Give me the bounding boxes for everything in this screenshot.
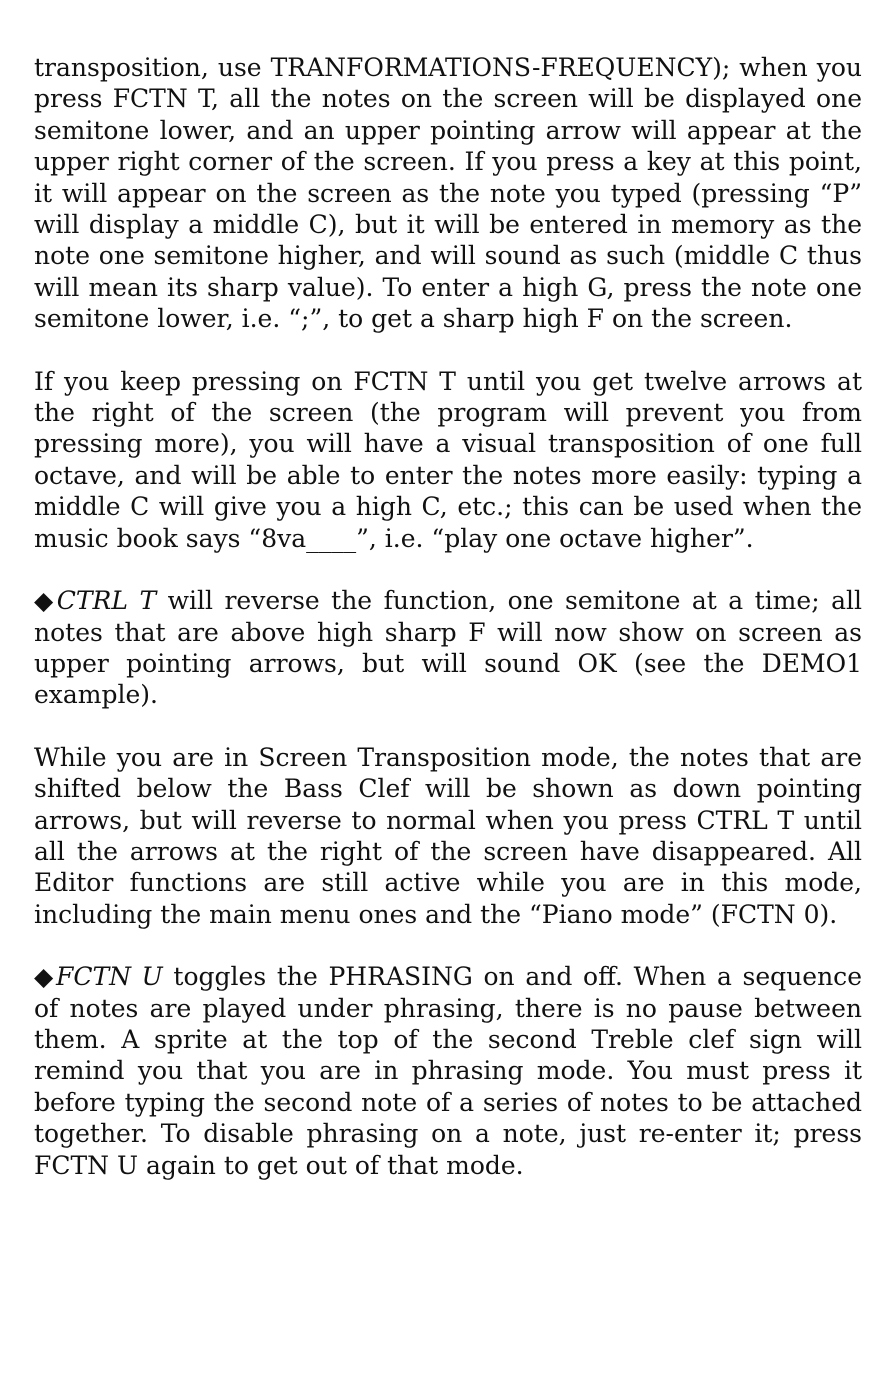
paragraph-text: If you keep pressing on FCTN T until you get twelve arrows at the right of the screen (the program will prevent you from pressing more), you will have a visual transposition of one full octave, and will be able to enter the notes more easily: typing a middle C will give you a high C, etc.; this can be used when the music book says “8va____”, i.e. “play one octave higher”. <box>34 366 862 553</box>
paragraph-text: will reverse the function, one semitone at a time; all notes that are above high sharp F will now show on screen as upper pointing arrows, but will sound OK (see the DEMO1 example). <box>34 586 862 710</box>
paragraph-ctrl-t <box>34 585 862 711</box>
diamond-bullet-icon: ◆ <box>34 586 57 616</box>
paragraph-text: toggles the PHRASING on and off. When a sequence of notes are played under phrasing, there is no pause between them. A sprite at the top of the second Treble clef sign will remind you that you are in phrasing mode. You must press it before typing the second note of a series of notes to be attached together. To disable phrasing on a note, just re-enter it; press FCTN U again to get out of that mode. <box>34 962 862 1180</box>
diamond-bullet-icon: ◆ <box>34 962 56 992</box>
paragraph-screen-transposition-mode <box>34 742 862 930</box>
command-name: CTRL T <box>56 586 157 616</box>
paragraph-fctn-u <box>34 961 862 1181</box>
paragraph-twelve-arrows <box>34 366 862 554</box>
paragraph-text: While you are in Screen Transposition mode, the notes that are shifted below the Bass Clef will be shown as down pointing arrows, but will reverse to normal when you press CTRL T until all the arrows at the right of the screen have disappeared. All Editor functions are still active while you are in this mode, including the main menu ones and the “Piano mode” (FCTN 0). <box>34 742 862 929</box>
document-page <box>34 52 862 1212</box>
paragraph-transposition-intro <box>34 52 862 335</box>
paragraph-text: transposition, use TRANFORMATIONS-FREQUENCY); when you press FCTN T, all the notes on the screen will be displayed one semitone lower, and an upper pointing arrow will appear at the upper right corner of the screen. If you press a key at this point, it will appear on the screen as the note you typed (pressing “P” will display a middle C), but it will be entered in memory as the note one semitone higher, and will sound as such (middle C thus will mean its sharp value). To enter a high G, press the note one semitone lower, i.e. “;”, to get a sharp high F on the screen. <box>34 53 862 334</box>
command-name: FCTN U <box>55 962 163 992</box>
